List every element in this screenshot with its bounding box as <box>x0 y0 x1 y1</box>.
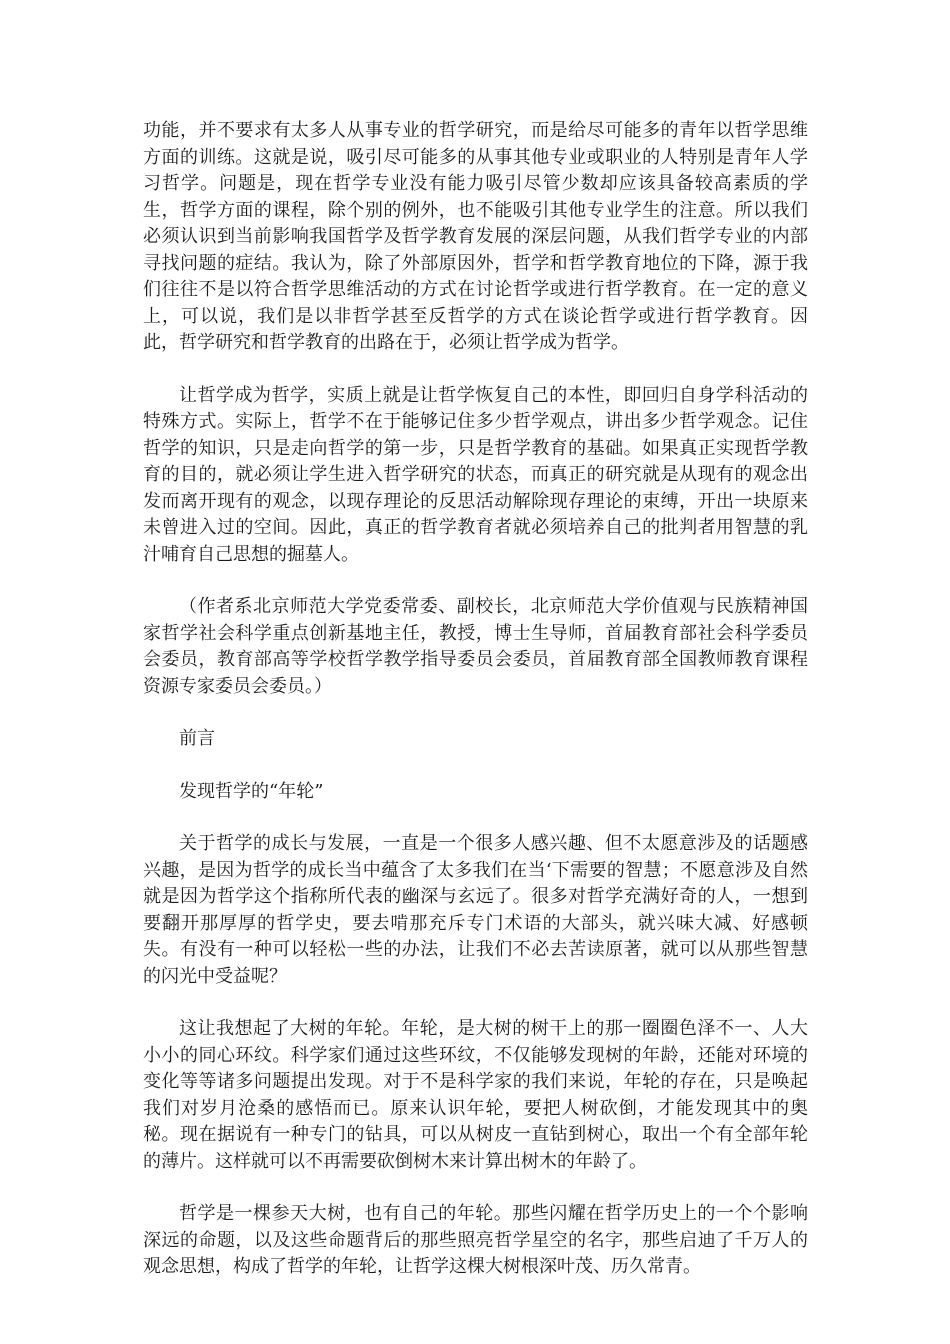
author-note: （作者系北京师范大学党委常委、副校长，北京师范大学价值观与民族精神国家哲学社会科学重点创新基地主任，教授，博士生导师，首届教育部社会科学委员会委员，教育部高等学校哲学教学指导委员会委员，首届教育部全国教师教育课程资源专家委员会委员。） <box>143 596 808 697</box>
document-page <box>143 118 808 1307</box>
body-paragraph: 让哲学成为哲学，实质上就是让哲学恢复自己的本性，即回归自身学科活动的特殊方式。实际上，哲学不在于能够记住多少哲学观点，讲出多少哲学观念。记住哲学的知识，只是走向哲学的第一步，只是哲学教育的基础。如果真正实现哲学教育的目的，就必须让学生进入哲学研究的状态，而真正的研究就是从现有的观念出发而离开现有的观念，以现存理论的反思活动解除现存理论的束缚，开出一块原来未曾进入过的空间。因此，真正的哲学教育者就必须培养自己的批判者用智慧的乳汁哺育自己思想的掘墓人。 <box>143 384 808 565</box>
body-paragraph: 哲学是一棵参天大树，也有自己的年轮。那些闪耀在哲学历史上的一个个影响深远的命题，以及这些命题背后的那些照亮哲学星空的名字，那些启迪了千万人的观念思想，构成了哲学的年轮，让哲学这棵大树根深叶茂、历久常青。 <box>143 1203 808 1277</box>
body-paragraph: 这让我想起了大树的年轮。年轮，是大树的树干上的那一圈圈色泽不一、人大小小的同心环纹。科学家们通过这些环纹，不仅能够发现树的年龄，还能对环境的变化等等诸多问题提出发现。对于不是科学家的我们来说，年轮的存在，只是唤起我们对岁月沧桑的感悟而已。原来认识年轮，要把人树砍倒，才能发现其中的奥秘。现在据说有一种专门的钻具，可以从树皮一直钻到树心，取出一个有全部年轮的薄片。这样就可以不再需要砍倒树木来计算出树木的年龄了。 <box>143 1018 808 1172</box>
body-paragraph: 关于哲学的成长与发展，一直是一个很多人感兴趣、但不太愿意涉及的话题感兴趣，是因为哲学的成长当中蕴含了太多我们在当‘下需要的智慧；不愿意涉及自然就是因为哲学这个指称所代表的幽深与玄远了。很多对哲学充满好奇的人，一想到要翻开那厚厚的哲学史，要去啃那充斥专门术语的大部头，就兴味大减、好感顿失。有没有一种可以轻松一些的办法，让我们不必去苦读原著，就可以从那些智慧的闪光中受益呢？ <box>143 833 808 987</box>
preface-heading: 前言 <box>179 728 215 749</box>
section-title: 发现哲学的“年轮” <box>179 780 324 802</box>
body-paragraph: 功能，并不要求有太多人从事专业的哲学研究，而是给尽可能多的青年以哲学思维方面的训练。这就是说，吸引尽可能多的从事其他专业或职业的人特别是青年人学习哲学。问题是，现在哲学专业没有能力吸引尽管少数却应该具备较高素质的学生，哲学方面的课程，除个别的例外，也不能吸引其他专业学生的注意。所以我们必须认识到当前影响我国哲学及哲学教育发展的深层问题，从我们哲学专业的内部寻找问题的症结。我认为，除了外部原因外，哲学和哲学教育地位的下降，源于我们往往不是以符合哲学思维活动的方式在讨论哲学或进行哲学教育。在一定的意义上，可以说，我们是以非哲学甚至反哲学的方式在谈论哲学或进行哲学教育。因此，哲学研究和哲学教育的出路在于，必须让哲学成为哲学。 <box>143 120 808 353</box>
